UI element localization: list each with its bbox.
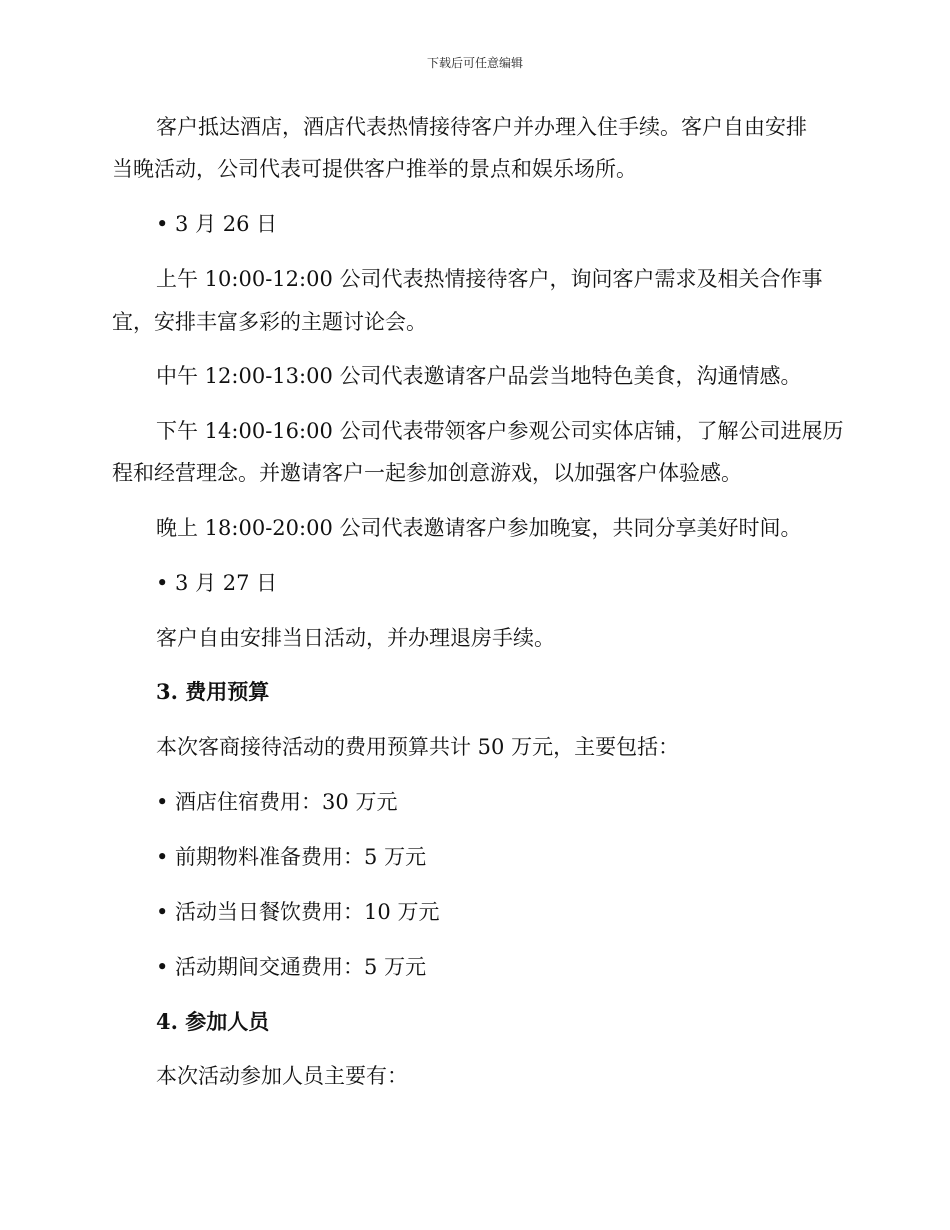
paragraph-line: 上午 10:00-12:00 公司代表热情接待客户，询问客户需求及相关合作事 (156, 267, 823, 291)
paragraph-line: 下午 14:00-16:00 公司代表带领客户参观公司实体店铺，了解公司进展历 (156, 419, 844, 443)
budget-item: • 前期物料准备费用：5 万元 (156, 845, 427, 869)
paragraph-line: 晚上 18:00-20:00 公司代表邀请客户参加晚宴，共同分享美好时间。 (156, 516, 802, 540)
paragraph-line: 本次客商接待活动的费用预算共计 50 万元，主要包括： (156, 735, 680, 759)
section-heading: 3. 费用预算 (156, 679, 270, 704)
paragraph-line: 程和经营理念。并邀请客户一起参加创意游戏，以加强客户体验感。 (112, 461, 742, 485)
budget-item: • 活动当日餐饮费用：10 万元 (156, 900, 440, 924)
section-heading: 4. 参加人员 (156, 1009, 270, 1034)
paragraph-line: 本次活动参加人员主要有： (156, 1064, 408, 1088)
paragraph-line: 当晚活动，公司代表可提供客户推举的景点和娱乐场所。 (112, 157, 637, 181)
paragraph-line: 宜，安排丰富多彩的主题讨论会。 (112, 310, 427, 334)
page-header: 下载后可任意编辑 (426, 56, 523, 70)
paragraph-line: 客户自由安排当日活动，并办理退房手续。 (156, 626, 555, 650)
budget-item: • 活动期间交通费用：5 万元 (156, 955, 427, 979)
date-item: • 3 月 27 日 (156, 571, 278, 595)
date-item: • 3 月 26 日 (156, 212, 278, 236)
paragraph-line: 中午 12:00-13:00 公司代表邀请客户品尝当地特色美食，沟通情感。 (156, 364, 802, 388)
paragraph-line: 客户抵达酒店，酒店代表热情接待客户并办理入住手续。客户自由安排 (156, 115, 807, 139)
budget-item: • 酒店住宿费用：30 万元 (156, 790, 398, 814)
